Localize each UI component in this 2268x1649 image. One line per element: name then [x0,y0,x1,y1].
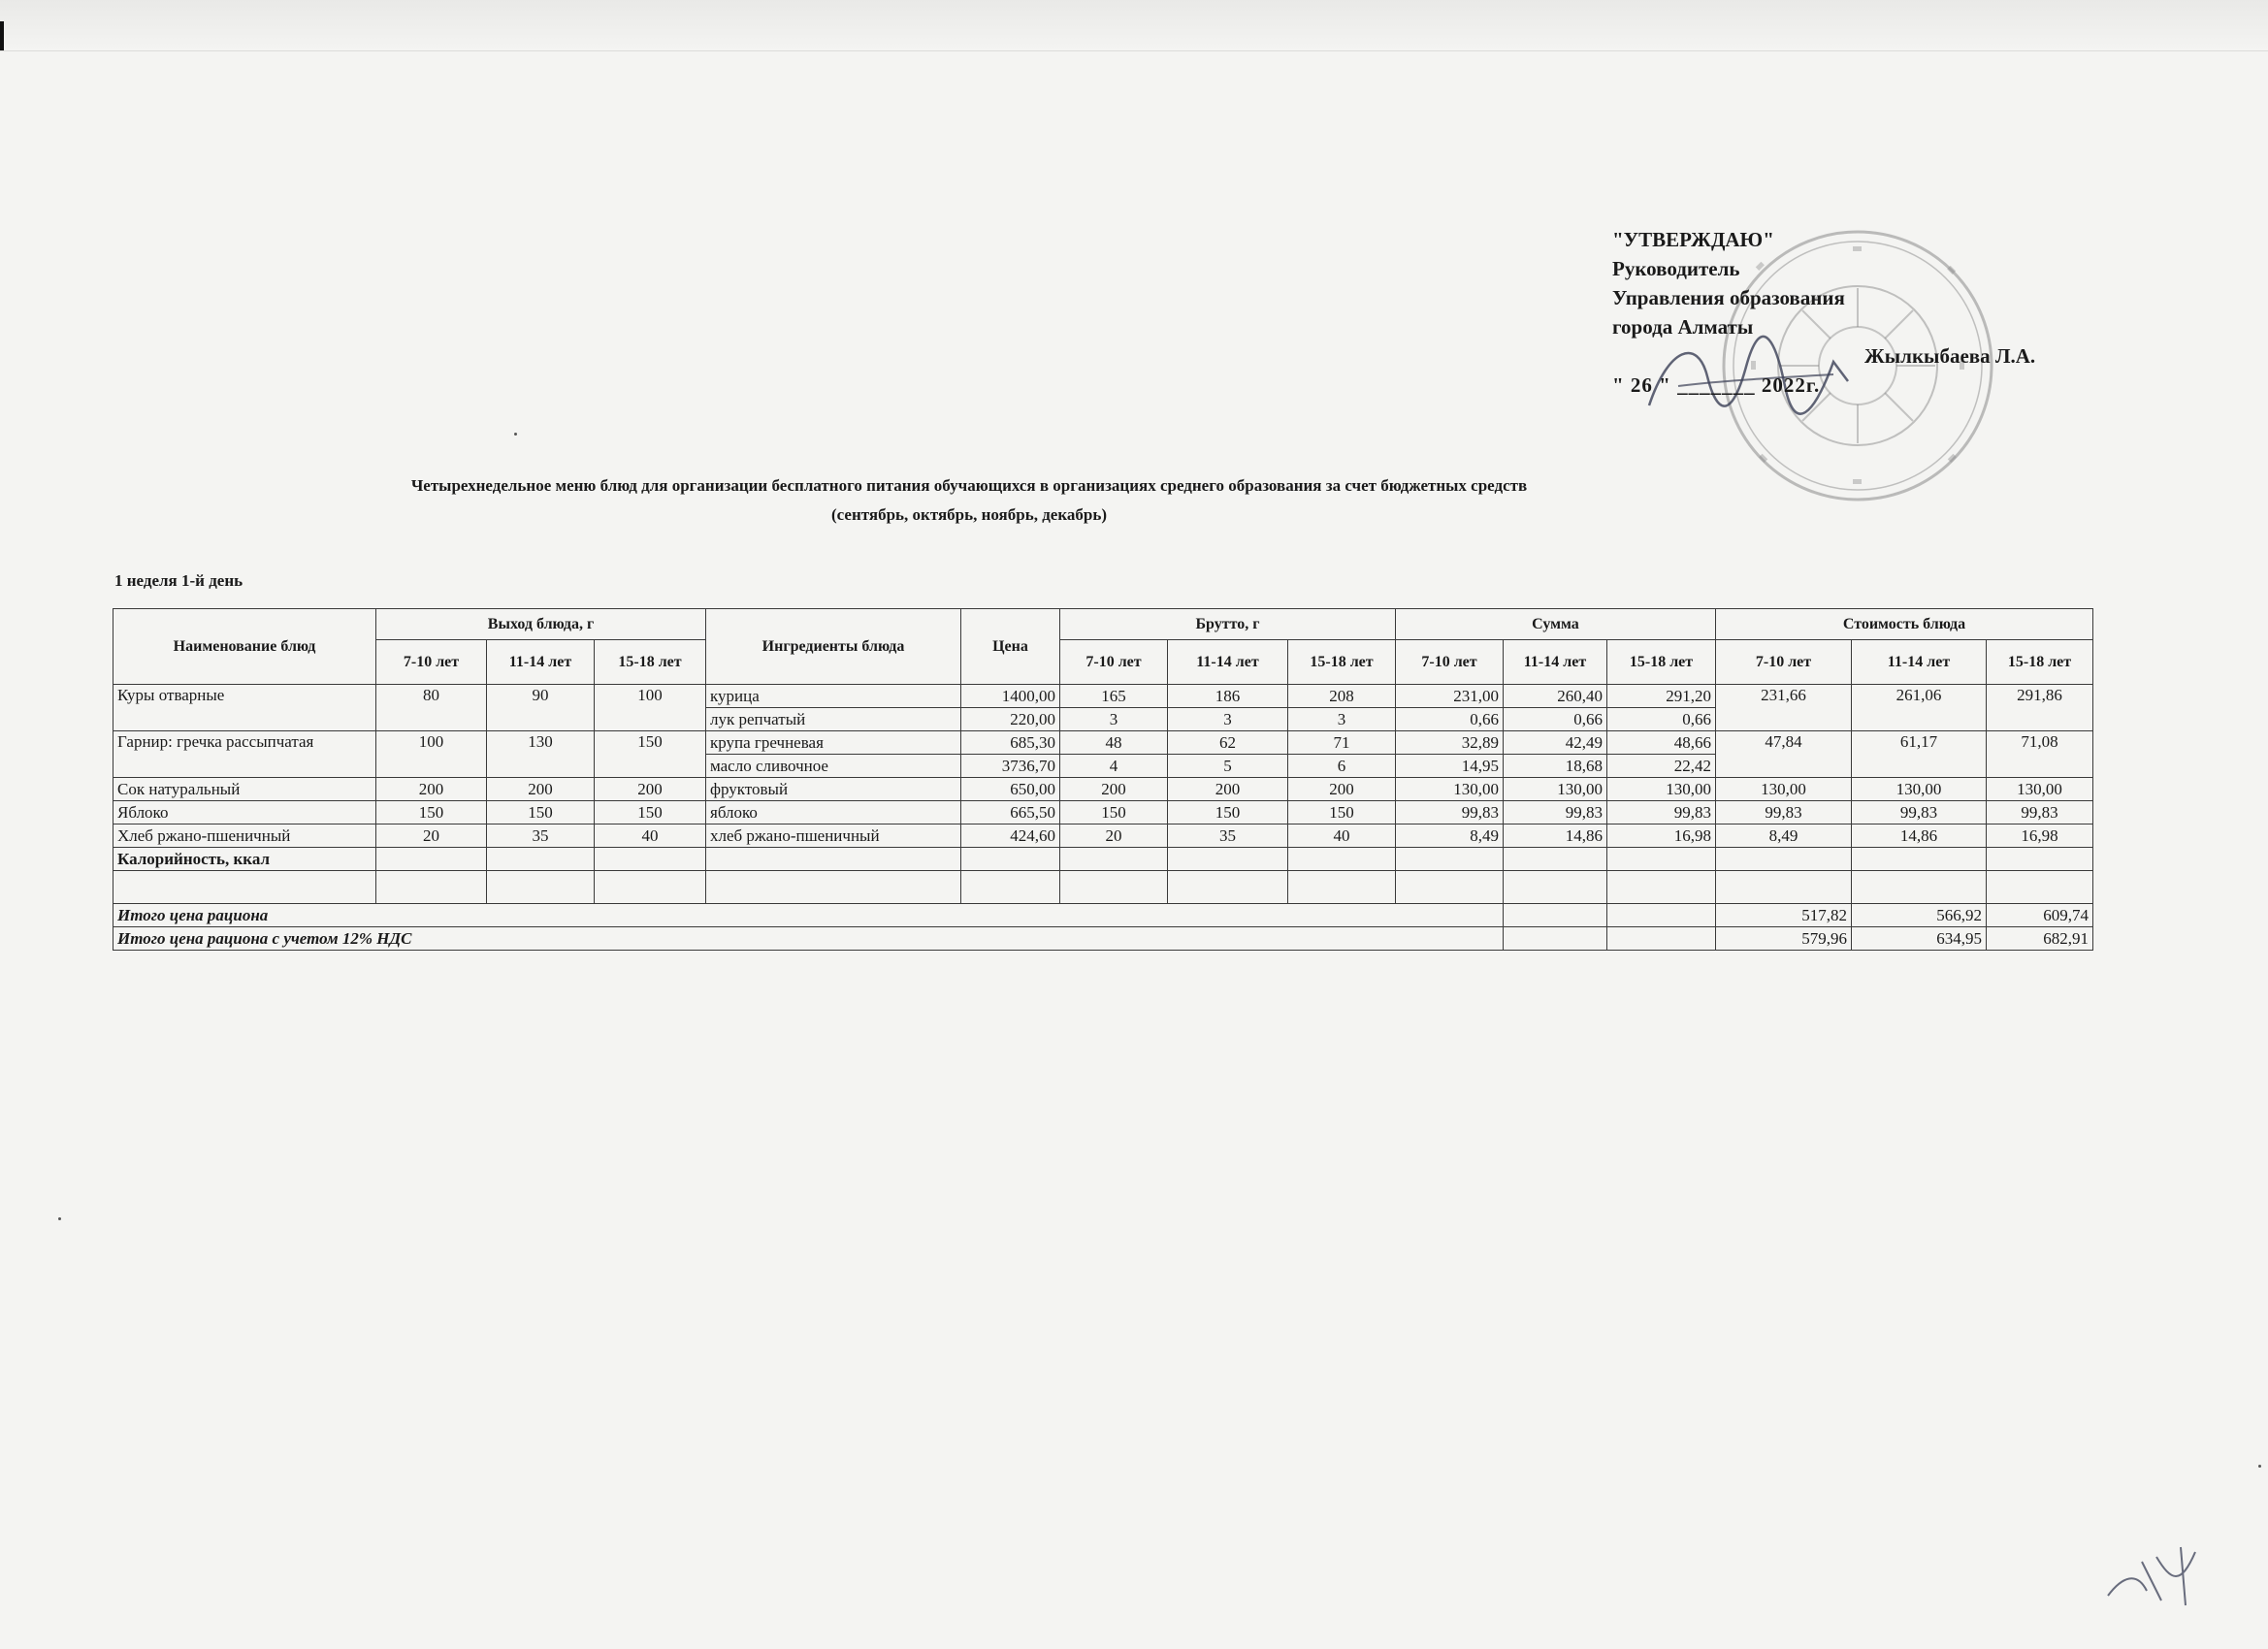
ingredient-sum: 14,86 [1504,824,1607,848]
dish-cost: 99,83 [1716,801,1852,824]
ingredient-sum: 18,68 [1504,755,1607,778]
dish-yield: 200 [487,778,595,801]
empty-cell [1396,871,1504,904]
calorie-row [113,848,2093,871]
dish-cost: 99,83 [1852,801,1987,824]
total-vat-row [113,927,2093,951]
ingredient-gross: 150 [1168,801,1288,824]
dish-yield: 130 [487,731,595,778]
ingredient-gross: 20 [1060,824,1168,848]
empty-cell [706,871,961,904]
scan-top-edge [0,0,2268,51]
ingredient-gross: 3 [1060,708,1168,731]
total-vat-value: 682,91 [1987,927,2093,951]
header-price: Цена [961,609,1060,685]
empty-cell [1504,848,1607,871]
ingredient-sum: 291,20 [1607,685,1716,708]
ingredient-gross: 3 [1168,708,1288,731]
ingredient-gross: 150 [1060,801,1168,824]
empty-cell [595,848,706,871]
total-label: Итого цена рациона [113,904,1504,927]
total-vat-value: 634,95 [1852,927,1987,951]
ingredient-gross: 200 [1060,778,1168,801]
empty-cell [961,848,1060,871]
ingredient-gross: 40 [1288,824,1396,848]
scan-speck [58,1217,61,1220]
empty-cell [1504,904,1607,927]
ingredient-gross: 4 [1060,755,1168,778]
empty-cell [1504,871,1607,904]
table-row [113,801,2093,824]
dish-yield: 80 [376,685,487,731]
empty-cell [1987,871,2093,904]
dish-yield: 150 [595,801,706,824]
empty-cell [1607,848,1716,871]
ingredient-sum: 99,83 [1607,801,1716,824]
ingredient-price: 665,50 [961,801,1060,824]
ingredient-name: яблоко [706,801,961,824]
dish-name: Яблоко [113,801,376,824]
ingredient-gross: 200 [1288,778,1396,801]
dish-cost: 71,08 [1987,731,2093,778]
header-cost-age-7-10: 7-10 лет [1716,640,1852,685]
ingredient-sum: 32,89 [1396,731,1504,755]
empty-cell [1168,848,1288,871]
scan-speck [514,433,517,436]
ingredient-sum: 130,00 [1504,778,1607,801]
approval-heading: "УТВЕРЖДАЮ" [1612,228,1774,251]
total-value: 566,92 [1852,904,1987,927]
ingredient-gross: 6 [1288,755,1396,778]
approval-city: города Алматы [1612,315,1754,339]
dish-cost: 130,00 [1987,778,2093,801]
table-row [113,685,2093,708]
empty-cell [487,848,595,871]
ingredient-name: масло сливочное [706,755,961,778]
dish-cost: 130,00 [1852,778,1987,801]
header-ingredients: Ингредиенты блюда [706,609,961,685]
ingredient-sum: 0,66 [1607,708,1716,731]
dish-cost: 47,84 [1716,731,1852,778]
empty-cell [1607,871,1716,904]
ingredient-name: фруктовый [706,778,961,801]
dish-cost: 8,49 [1716,824,1852,848]
ingredient-sum: 130,00 [1607,778,1716,801]
approval-signatory: Жылкыбаева Л.А. [1864,344,2036,368]
ingredient-gross: 200 [1168,778,1288,801]
dish-name: Гарнир: гречка рассыпчатая [113,731,376,778]
total-row [113,904,2093,927]
empty-cell [487,871,595,904]
scan-edge-mark [0,21,4,50]
ingredient-price: 685,30 [961,731,1060,755]
ingredient-sum: 130,00 [1396,778,1504,801]
ingredient-gross: 71 [1288,731,1396,755]
dish-cost: 99,83 [1987,801,2093,824]
dish-yield: 100 [376,731,487,778]
dish-yield: 150 [595,731,706,778]
empty-cell [1716,848,1852,871]
calorie-label: Калорийность, ккал [113,848,376,871]
empty-cell [1060,848,1168,871]
ingredient-gross: 35 [1168,824,1288,848]
ingredient-price: 650,00 [961,778,1060,801]
ingredient-gross: 48 [1060,731,1168,755]
total-vat-value: 579,96 [1716,927,1852,951]
week-day-label: 1 неделя 1-й день [114,571,243,590]
header-sum-age-11-14: 11-14 лет [1504,640,1607,685]
ingredient-gross: 186 [1168,685,1288,708]
dish-yield: 90 [487,685,595,731]
header-yield: Выход блюда, г [376,609,706,640]
dish-yield: 40 [595,824,706,848]
ingredient-name: хлеб ржано-пшеничный [706,824,961,848]
ingredient-sum: 42,49 [1504,731,1607,755]
dish-cost: 61,17 [1852,731,1987,778]
ingredient-sum: 0,66 [1504,708,1607,731]
ingredient-sum: 99,83 [1396,801,1504,824]
dish-yield: 20 [376,824,487,848]
empty-row [113,871,2093,904]
empty-cell [376,848,487,871]
dish-yield: 150 [376,801,487,824]
ingredient-price: 3736,70 [961,755,1060,778]
ingredient-sum: 22,42 [1607,755,1716,778]
ingredient-sum: 231,00 [1396,685,1504,708]
header-gross-age-15-18: 15-18 лет [1288,640,1396,685]
initials-signature [2103,1542,2210,1610]
ingredient-price: 220,00 [961,708,1060,731]
header-yield-age-11-14: 11-14 лет [487,640,595,685]
header-sum-age-7-10: 7-10 лет [1396,640,1504,685]
ingredient-sum: 16,98 [1607,824,1716,848]
empty-cell [961,871,1060,904]
total-value: 517,82 [1716,904,1852,927]
dish-yield: 200 [376,778,487,801]
ingredient-gross: 62 [1168,731,1288,755]
header-cost-age-15-18: 15-18 лет [1987,640,2093,685]
header-yield-age-7-10: 7-10 лет [376,640,487,685]
ingredient-name: курица [706,685,961,708]
scan-speck [2258,1465,2261,1468]
dish-yield: 150 [487,801,595,824]
ingredient-name: крупа гречневая [706,731,961,755]
table-row [113,731,2093,755]
empty-cell [113,871,376,904]
approval-position: Руководитель [1612,257,1740,280]
ingredient-sum: 48,66 [1607,731,1716,755]
header-sum: Сумма [1396,609,1716,640]
ingredient-gross: 5 [1168,755,1288,778]
approval-block [1612,225,2117,400]
dish-name: Хлеб ржано-пшеничный [113,824,376,848]
empty-cell [1716,871,1852,904]
empty-cell [1396,848,1504,871]
dish-name: Сок натуральный [113,778,376,801]
ingredient-gross: 3 [1288,708,1396,731]
empty-cell [1288,848,1396,871]
approval-date: " 26 " _______ 2022г. [1612,373,1821,397]
empty-cell [1288,871,1396,904]
header-cost-age-11-14: 11-14 лет [1852,640,1987,685]
dish-cost: 231,66 [1716,685,1852,731]
header-gross: Брутто, г [1060,609,1396,640]
dish-cost: 130,00 [1716,778,1852,801]
empty-cell [1987,848,2093,871]
empty-cell [706,848,961,871]
ingredient-sum: 14,95 [1396,755,1504,778]
ingredient-sum: 0,66 [1396,708,1504,731]
empty-cell [1607,904,1716,927]
empty-cell [595,871,706,904]
total-value: 609,74 [1987,904,2093,927]
dish-yield: 200 [595,778,706,801]
dish-cost: 14,86 [1852,824,1987,848]
total-vat-label: Итого цена рациона с учетом 12% НДС [113,927,1504,951]
ingredient-sum: 260,40 [1504,685,1607,708]
ingredient-sum: 8,49 [1396,824,1504,848]
empty-cell [1060,871,1168,904]
ingredient-gross: 150 [1288,801,1396,824]
document-title: Четырехнедельное меню блюд для организации бесплатного питания обучающихся в организациях среднего образования за счет бюджетных средств [410,476,1528,495]
empty-cell [1852,871,1987,904]
dish-cost: 261,06 [1852,685,1987,731]
header-sum-age-15-18: 15-18 лет [1607,640,1716,685]
dish-cost: 291,86 [1987,685,2093,731]
ingredient-sum: 99,83 [1504,801,1607,824]
empty-cell [376,871,487,904]
dish-cost: 16,98 [1987,824,2093,848]
ingredient-price: 424,60 [961,824,1060,848]
table-row [113,778,2093,801]
approval-department: Управления образования [1612,286,1845,309]
header-yield-age-15-18: 15-18 лет [595,640,706,685]
ingredient-gross: 165 [1060,685,1168,708]
empty-cell [1168,871,1288,904]
menu-table [113,608,2093,951]
dish-yield: 100 [595,685,706,731]
empty-cell [1607,927,1716,951]
dish-name: Куры отварные [113,685,376,731]
header-dish-name: Наименование блюд [113,609,376,685]
header-gross-age-7-10: 7-10 лет [1060,640,1168,685]
dish-yield: 35 [487,824,595,848]
document-subtitle: (сентябрь, октябрь, ноябрь, декабрь) [831,505,1107,524]
table-row [113,824,2093,848]
empty-cell [1504,927,1607,951]
header-cost: Стоимость блюда [1716,609,2093,640]
ingredient-name: лук репчатый [706,708,961,731]
ingredient-price: 1400,00 [961,685,1060,708]
header-gross-age-11-14: 11-14 лет [1168,640,1288,685]
empty-cell [1852,848,1987,871]
ingredient-gross: 208 [1288,685,1396,708]
